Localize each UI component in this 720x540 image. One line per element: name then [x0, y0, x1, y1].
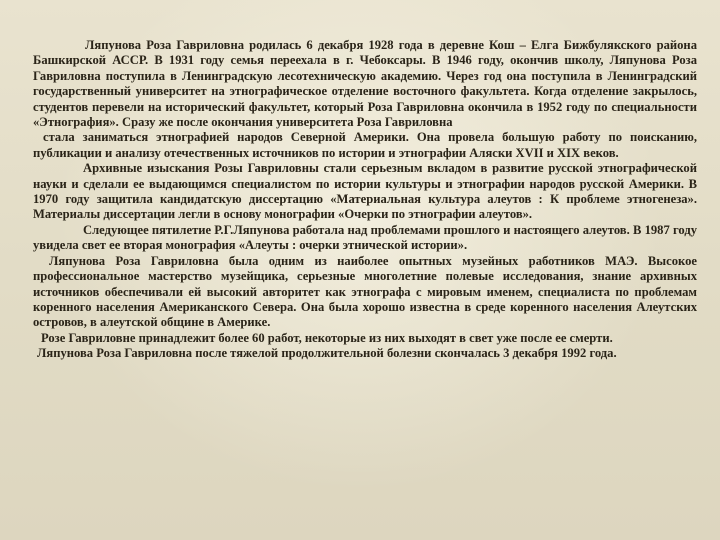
paragraph-north-america-research: стала заниматься этнографией народов Северной Америки. Она провела большую работу по поисканию, публикации и анализу отечественных источников по истории и этнографии Аляски XVII и XIX веков.	[33, 130, 697, 160]
paragraph-death: Ляпунова Роза Гавриловна после тяжелой продолжительной болезни скончалась 3 декабря 1992 года.	[37, 346, 617, 361]
paragraph-archival-research: Архивные изыскания Розы Гавриловны стали серьезным вкладом в развитие русской этнографической науки и сделали ее выдающимся специалистом по истории культуры и этнографии народов русской Америки. В 1970 году защитила кандидатскую диссертацию «Материальная культура алеутов : К проблеме этногенеза». Материалы диссертации легли в основу монографии «Очерки по этнографии алеутов».	[33, 161, 697, 222]
paragraph-second-monograph: Следующее пятилетие Р.Г.Ляпунова работала над проблемами прошлого и настоящего алеутов. В 1987 году увидела свет ее вторая монография «Алеуты : очерки этнической истории».	[33, 222, 697, 253]
paragraph-museum-work: Ляпунова Роза Гавриловна была одним из наиболее опытных музейных работников МАЭ. Высокое профессиональное мастерство музейщика, серьезные многолетние полевые исследования, знание архивных источников обеспечивали ей высокий авторитет как этнографа с мировым именем, специалиста по проблемам коренного населения Американского Севера. Она была хорошо известна в среде коренного населения Алеутских островов, в алеутской общине в Америке.	[33, 253, 697, 330]
paragraph-publications: Розе Гавриловне принадлежит более 60 работ, некоторые из них выходят в свет уже после ее смерти.	[41, 330, 613, 345]
biography-text	[33, 38, 697, 362]
paragraph-birth-education: Ляпунова Роза Гавриловна родилась 6 декабря 1928 года в деревне Кош – Елга Бижбулякского района Башкирской АССР. В 1931 году семья переехала в г. Чебоксары. В 1946 году, окончив школу, Ляпунова Роза Гавриловна поступила в Ленинградскую лесотехническую академию. Через год она поступила в Ленинградский государственный университет на этнографическое отделение восточного факультета. Когда отделение закрылось, студентов перевели на исторический факультет, который Роза Гавриловна окончила в 1952 году по специальности «Этнография». Сразу же после окончания университета Роза Гавриловна	[33, 38, 697, 130]
